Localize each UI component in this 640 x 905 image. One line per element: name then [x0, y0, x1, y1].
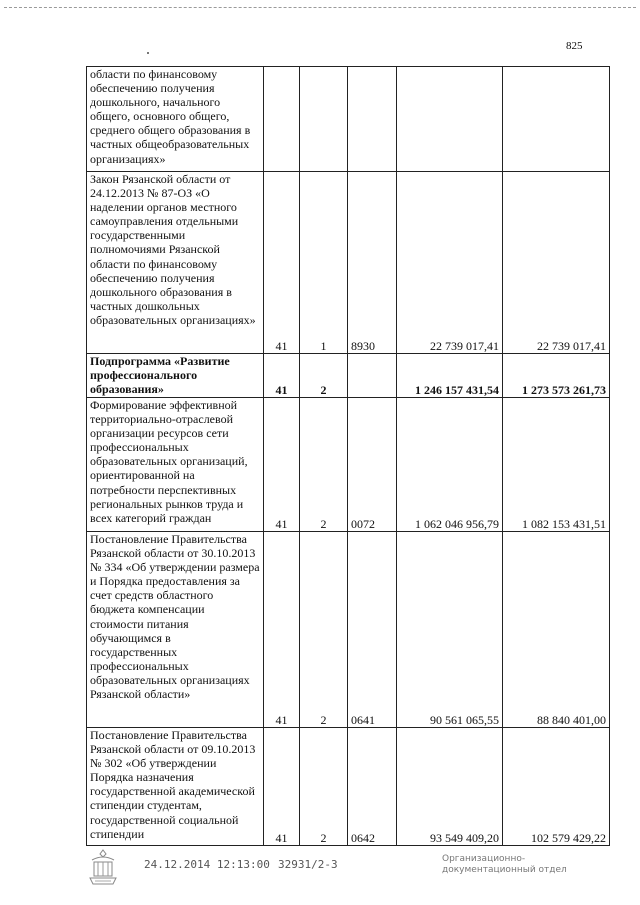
row-sum-1 [397, 67, 503, 172]
row-sum-1: 90 561 065,55 [397, 532, 503, 728]
scan-edge-line [4, 7, 636, 8]
row-sum-1: 22 739 017,41 [397, 172, 503, 354]
row-col-2: 41 [264, 354, 300, 398]
row-col-2: 41 [264, 728, 300, 846]
row-code: 0641 [348, 532, 397, 728]
row-code: 0642 [348, 728, 397, 846]
row-sum-2: 22 739 017,41 [503, 172, 610, 354]
row-sum-1: 1 062 046 956,79 [397, 398, 503, 532]
row-code [348, 67, 397, 172]
row-name: Постановление Правительства Рязанской области от 09.10.2013 № 302 «Об утверждении Порядка назначения государственной академической стипендии студентам, государственной социальной стипендии [87, 728, 264, 846]
table-row [87, 398, 610, 532]
row-sum-2 [503, 67, 610, 172]
row-name: Закон Рязанской области от 24.12.2013 № 87-ОЗ «О наделении органов местного самоуправления отдельными государственными полномочиями Рязанской области по финансовому обеспечению получения дошкольного образования в частных дошкольных образовательных организациях» [87, 172, 264, 354]
table-row [87, 728, 610, 846]
table-row [87, 532, 610, 728]
row-name: Подпрограмма «Развитие профессионального образования» [87, 354, 264, 398]
row-col-2: 41 [264, 172, 300, 354]
row-col-2: 41 [264, 532, 300, 728]
row-col-2: 41 [264, 398, 300, 532]
footer-doc-code: 32931/2-3 [278, 858, 338, 871]
table-row [87, 172, 610, 354]
row-col-3 [300, 67, 348, 172]
footer-org-line-2: документационный отдел [442, 865, 567, 875]
footer-datetime: 24.12.2014 12:13:00 [144, 858, 270, 871]
row-col-3: 2 [300, 398, 348, 532]
row-sum-1: 93 549 409,20 [397, 728, 503, 846]
table-row [87, 67, 610, 172]
row-col-3: 2 [300, 728, 348, 846]
table-row-subprogram [87, 354, 610, 398]
row-name: области по финансовому обеспечению получения дошкольного, начального общего, основного общего, среднего общего образования в частных общеобразовательных организациях» [87, 67, 264, 172]
row-name: Формирование эффективной территориально-отраслевой организации ресурсов сети профессиональных образовательных организаций, ориентированной на потребности перспективных региональных рынков труда и всех категорий граждан [87, 398, 264, 532]
row-col-3: 2 [300, 354, 348, 398]
row-sum-2: 102 579 429,22 [503, 728, 610, 846]
row-col-3: 1 [300, 172, 348, 354]
page-number: 825 [566, 40, 583, 52]
row-sum-2: 1 273 573 261,73 [503, 354, 610, 398]
row-code: 8930 [348, 172, 397, 354]
footer-org-stamp [442, 854, 567, 876]
row-col-2 [264, 67, 300, 172]
row-code: 0072 [348, 398, 397, 532]
coat-of-arms-stamp-icon [86, 848, 120, 888]
page-footer [86, 848, 626, 892]
row-name: Постановление Правительства Рязанской области от 30.10.2013 № 334 «Об утверждении размера и Порядка предоставления за счет средств областного бюджета компенсации стоимости питания обучающимся в государственных профессиональных образовательных организациях Рязанской области» [87, 532, 264, 728]
row-sum-1: 1 246 157 431,54 [397, 354, 503, 398]
row-col-3: 2 [300, 532, 348, 728]
row-sum-2: 1 082 153 431,51 [503, 398, 610, 532]
footer-org-line-1: Организационно- [442, 854, 526, 864]
row-sum-2: 88 840 401,00 [503, 532, 610, 728]
budget-table [86, 66, 610, 846]
scan-speck [147, 52, 149, 54]
row-code [348, 354, 397, 398]
